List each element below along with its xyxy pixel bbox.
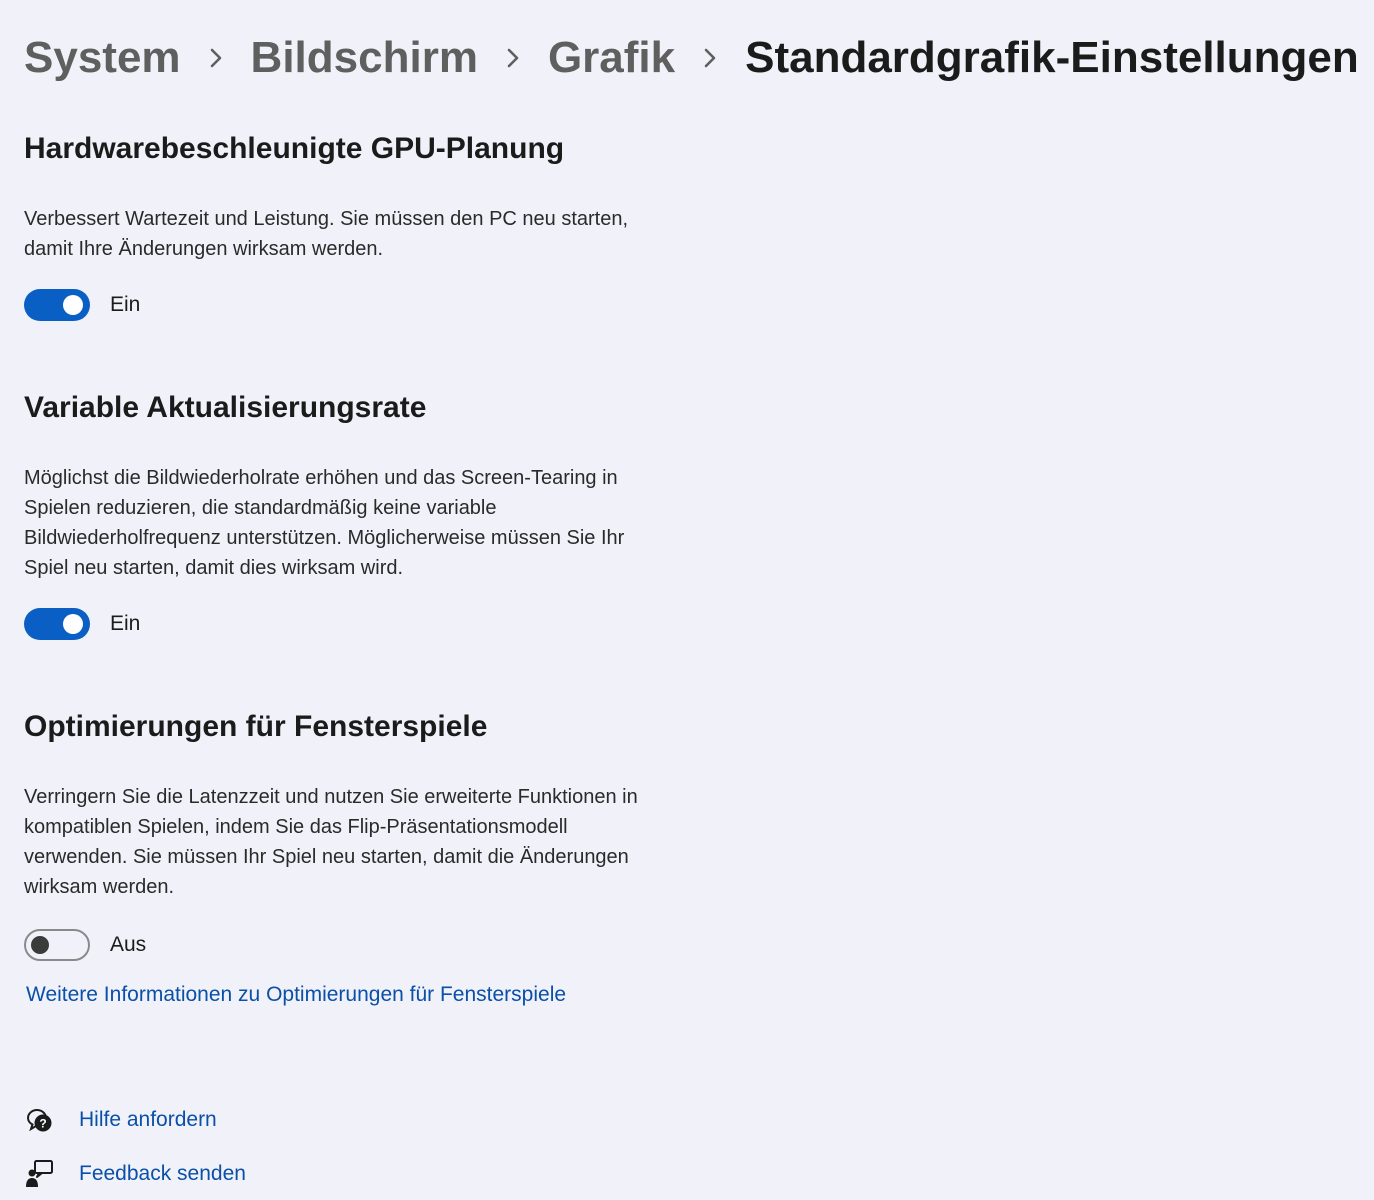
windowed-games-toggle[interactable] [24, 929, 90, 961]
help-chat-icon [24, 1104, 56, 1136]
windowed-games-section [24, 707, 744, 956]
description-line: Bildwiederholfrequenz unterstützen. Möglicherweise müssen Sie Ihr [24, 527, 625, 549]
windowed-games-description [24, 782, 744, 902]
gpu-scheduling-toggle-label: Ein [110, 293, 141, 316]
help-link[interactable]: Hilfe anfordern [79, 1108, 217, 1131]
description-line: wirksam werden. [24, 876, 175, 898]
breadcrumb [24, 28, 1359, 88]
breadcrumb-item-bildschirm[interactable]: Bildschirm [250, 33, 478, 82]
toggle-knob [31, 936, 49, 954]
breadcrumb-item-grafik[interactable]: Grafik [547, 33, 676, 82]
description-line: Verbessert Wartezeit und Leistung. Sie müssen den PC neu starten, [24, 208, 629, 230]
gpu-scheduling-description [24, 204, 744, 264]
gpu-scheduling-toggle-row [24, 289, 140, 321]
page-title: Standardgrafik-Einstellungen [745, 33, 1359, 82]
variable-refresh-rate-toggle[interactable] [24, 608, 90, 640]
svg-text:?: ? [39, 1116, 47, 1131]
windowed-games-toggle-row [24, 929, 146, 961]
feedback-icon [24, 1158, 56, 1190]
variable-refresh-rate-section [24, 388, 744, 635]
variable-refresh-rate-title: Variable Aktualisierungsrate [24, 391, 427, 424]
windowed-games-toggle-label: Aus [110, 933, 147, 956]
variable-refresh-rate-toggle-row [24, 608, 140, 640]
windowed-games-title: Optimierungen für Fensterspiele [24, 710, 488, 743]
breadcrumb-item-system[interactable]: System [24, 33, 181, 82]
gpu-scheduling-title: Hardwarebeschleunigte GPU-Planung [24, 132, 565, 165]
gpu-scheduling-toggle[interactable] [24, 289, 90, 321]
chevron-right-icon [181, 47, 251, 69]
gpu-scheduling-section [24, 129, 744, 316]
chevron-right-icon [675, 47, 745, 69]
more-info-link[interactable]: Weitere Informationen zu Optimierungen für Fensterspiele [26, 983, 567, 1006]
toggle-knob [63, 295, 83, 315]
chevron-right-icon [478, 47, 548, 69]
description-line: Spiel neu starten, damit dies wirksam wird. [24, 557, 404, 579]
description-line: damit Ihre Änderungen wirksam werden. [24, 238, 384, 260]
feedback-link[interactable]: Feedback senden [79, 1162, 246, 1185]
toggle-knob [63, 614, 83, 634]
description-line: verwenden. Sie müssen Ihr Spiel neu starten, damit die Änderungen [24, 846, 629, 868]
description-line: kompatiblen Spielen, indem Sie das Flip-Präsentationsmodell [24, 816, 568, 838]
description-line: Möglichst die Bildwiederholrate erhöhen und das Screen-Tearing in [24, 467, 618, 489]
variable-refresh-rate-toggle-label: Ein [110, 612, 141, 635]
description-line: Verringern Sie die Latenzzeit und nutzen Sie erweiterte Funktionen in [24, 786, 638, 808]
variable-refresh-rate-description [24, 463, 744, 583]
feedback-item[interactable] [24, 1158, 246, 1190]
description-line: Spielen reduzieren, die standardmäßig keine variable [24, 497, 497, 519]
help-item[interactable] [24, 1104, 217, 1136]
